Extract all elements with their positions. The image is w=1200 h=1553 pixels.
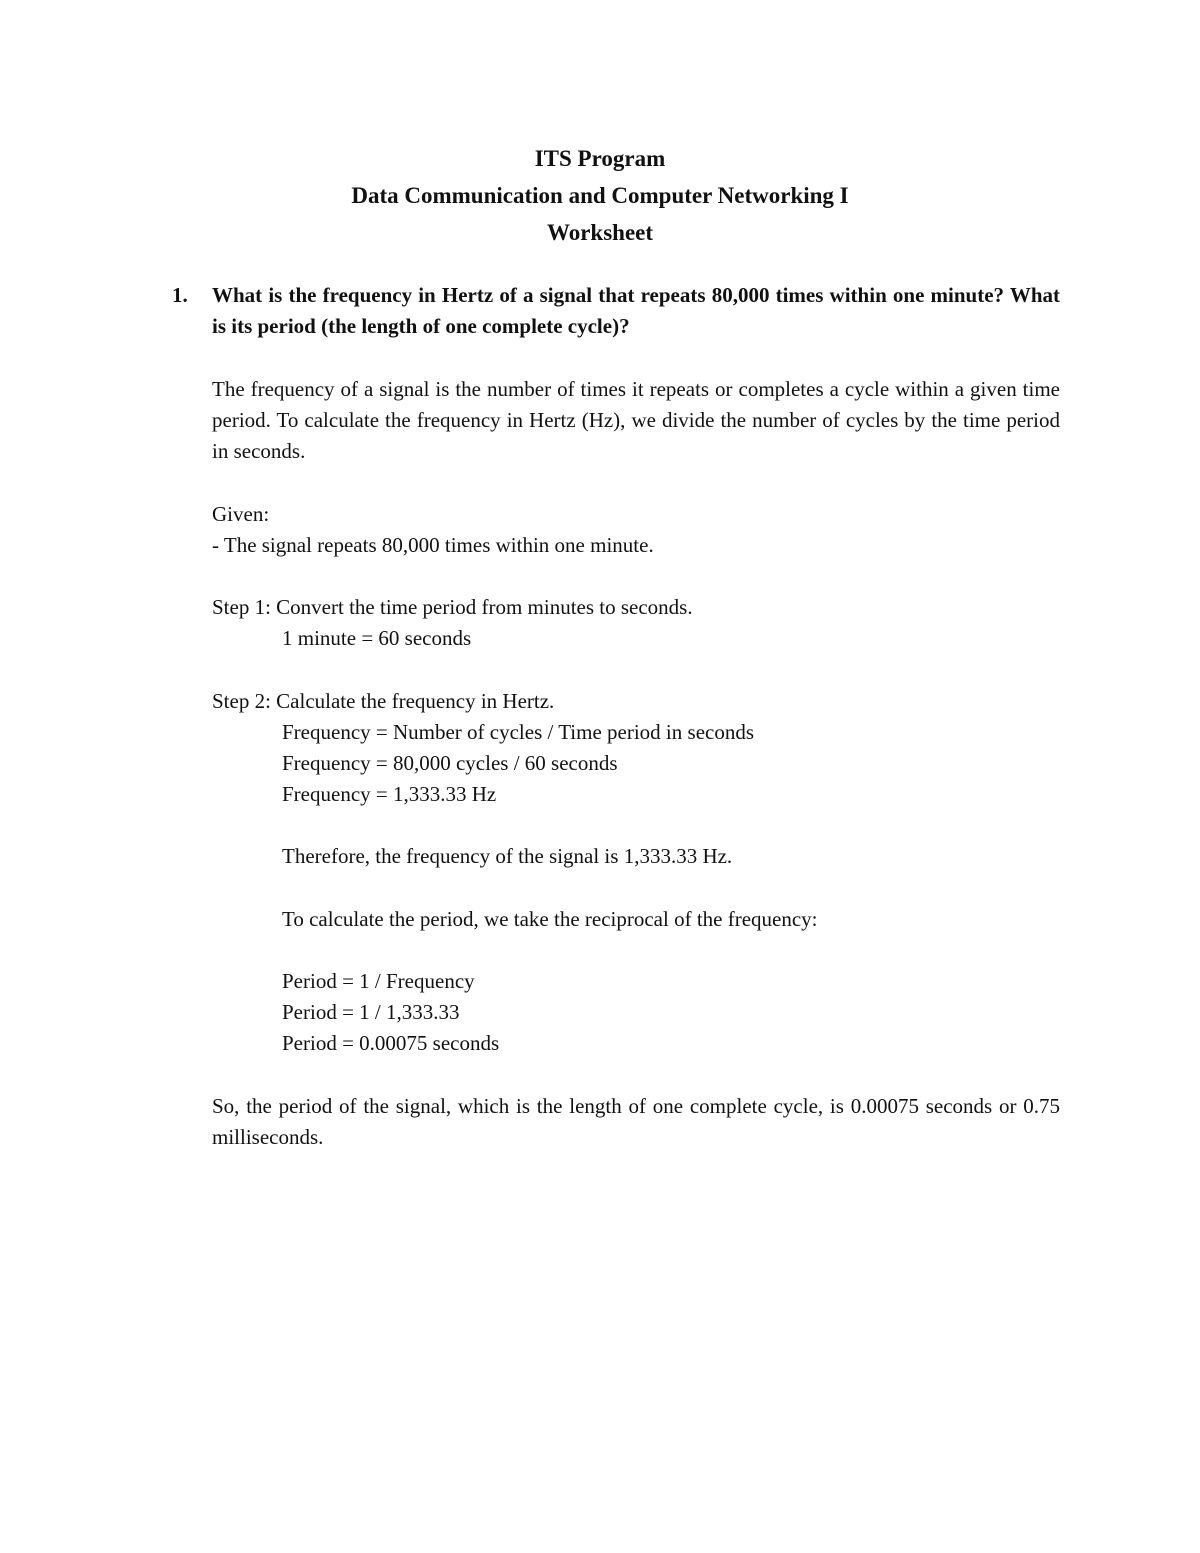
period-formula: Period = 1 / Frequency <box>282 969 475 993</box>
question-text: What is the frequency in Hertz of a signal that repeats 80,000 times within one minute? What is its period (the length of one complete cycle)? <box>212 283 1060 338</box>
program-title: ITS Program <box>534 146 666 171</box>
given-label: Given: <box>212 502 270 526</box>
given-item: - The signal repeats 80,000 times within one minute. <box>212 533 654 557</box>
step2-result: Frequency = 1,333.33 Hz <box>282 782 497 806</box>
step1-line: 1 minute = 60 seconds <box>282 626 472 650</box>
intro-paragraph: The frequency of a signal is the number of times it repeats or completes a cycle within a given time period. To calculate the frequency in Hertz (Hz), we divide the number of cycles by the time period in seconds. <box>212 377 1060 463</box>
period-result: Period = 0.00075 seconds <box>282 1031 500 1055</box>
step2-label: Step 2: Calculate the frequency in Hertz. <box>212 689 555 713</box>
step2-formula: Frequency = Number of cycles / Time period in seconds <box>282 720 755 744</box>
period-substitution: Period = 1 / 1,333.33 <box>282 1000 460 1024</box>
question-number: 1. <box>172 283 188 307</box>
period-intro: To calculate the period, we take the reciprocal of the frequency: <box>282 907 818 931</box>
worksheet-title: Worksheet <box>546 220 654 245</box>
conclusion-paragraph: So, the period of the signal, which is the length of one complete cycle, is 0.00075 seconds or 0.75 milliseconds. <box>212 1094 1060 1149</box>
step2-substitution: Frequency = 80,000 cycles / 60 seconds <box>282 751 618 775</box>
step1-label: Step 1: Convert the time period from minutes to seconds. <box>212 595 693 619</box>
therefore-statement: Therefore, the frequency of the signal is 1,333.33 Hz. <box>282 844 733 868</box>
document-header <box>0 140 1200 251</box>
course-title: Data Communication and Computer Networking I <box>351 183 849 208</box>
